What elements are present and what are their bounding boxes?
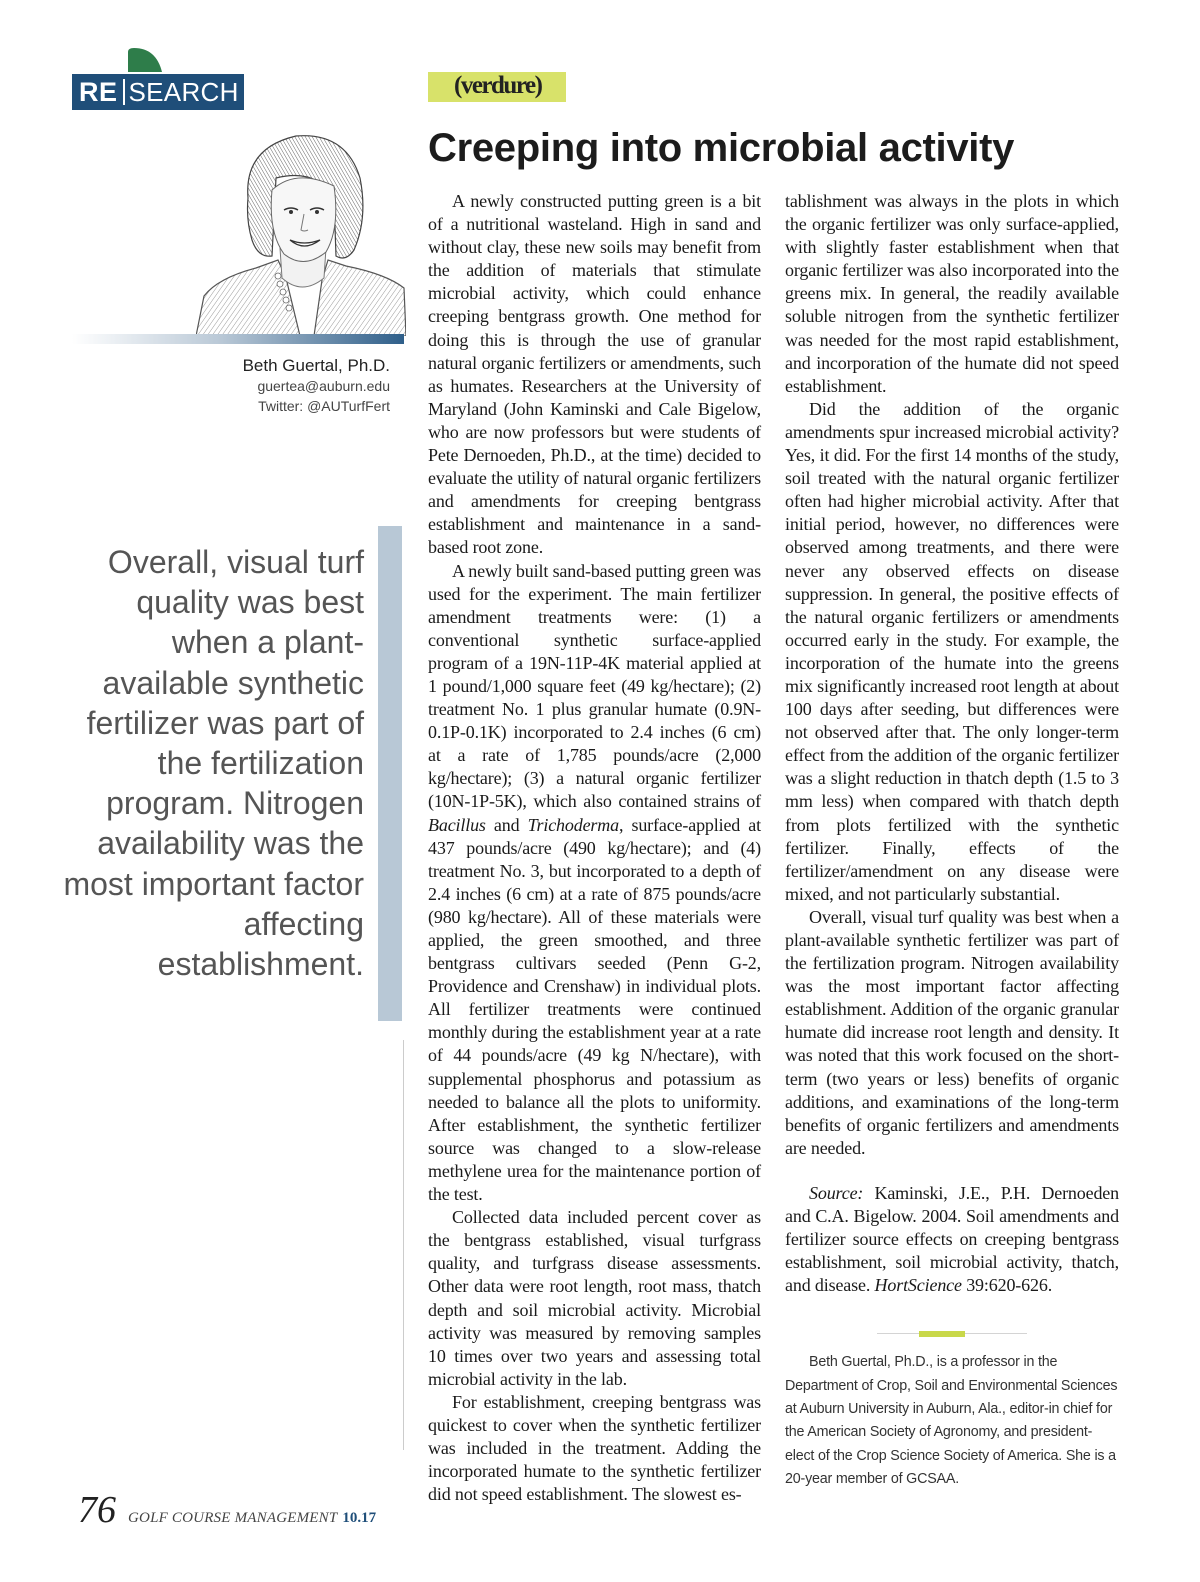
source-label: Source: — [809, 1182, 864, 1203]
paragraph: Did the addition of the organic amendments spur increased microbial activity? Yes, it did. For the first 14 months of the study, soil treated with the natural organic fertilizer often had higher microbial activity. After that initial period, however, no differences were observed among treatments, and there were never any observed effects on disease suppression. In general, the positive effects of the natural organic fertilizers or amendments occurred early in the study. For example, the incorporation of the humate into the greens mix significantly increased root length at about 100 days after seeding, but differences were not observed after that. The only longer-term effect from the addition of the organic fertilizer was a slight reduction in thatch depth (1.5 to 3 mm less) when compared with thatch depth from plots fertilized with the synthetic fertilizer. Finally, effects of the fertilizer/amendment on any disease were mixed, and not particularly substantial. — [785, 398, 1119, 904]
author-portrait — [196, 128, 406, 336]
magazine-title: GOLF COURSE MANAGEMENT — [128, 1510, 338, 1526]
research-leaf-icon — [128, 48, 162, 72]
pull-quote-bar — [378, 526, 402, 1021]
paragraph: Overall, visual turf quality was best when a plant-available synthetic fertilizer was part of the fertilization program. Nitrogen availability was the most important factor affecting establishment. Addition of the organic granular humate did increase root length and density. It was noted that this work focused on the short-term (two years or less) benefits of organic additions, and examinations of the long-term benefits of organic fertilizers and amendments are needed. — [785, 906, 1119, 1158]
paragraph: tablishment was always in the plots in which the organic fertilizer was only surface-applied, with slightly faster establishment when that organic fertilizer was also incorporated into the greens mix. In general, the readily available soluble nitrogen from the synthetic fertilizer was needed for the most rapid establishment, and incorporation of the humate did not speed establishment. — [785, 191, 1119, 396]
paragraph — [428, 560, 761, 1207]
species-name: Bacillus — [428, 814, 486, 835]
paragraph: A newly constructed putting green is a bit of a nutritional wasteland. High in sand and without clay, these new soils may benefit from the addition of materials that stimulate microbial activity, which could enhance creeping bentgrass growth. One method for doing this is through the use of granular natural organic fertilizers or amendments, such as humates. Researchers at the University of Maryland (John Kaminski and Cale Bigelow, who are now professors but were students of Pete Dernoeden, Ph.D., at the time) decided to evaluate the utility of natural organic fertilizers and amendments for creeping bentgrass establishment and maintenance in a sand-based root zone. — [428, 191, 761, 558]
pull-quote: Overall, visual turf quality was best when a plant-available synthetic fertilizer was part of the fertilization program. Nitrogen availability was the most important factor affecting establishment. — [63, 544, 364, 983]
issue-number: 10.17 — [342, 1510, 377, 1526]
author-twitter[interactable]: Twitter: @AUTurfFert — [258, 398, 390, 414]
author-name: Beth Guertal, Ph.D. — [242, 356, 390, 375]
paragraph-text: and — [485, 814, 528, 835]
author-bio: Beth Guertal, Ph.D., is a professor in the Department of Crop, Soil and Environmental Sciences at Auburn University in Auburn, Ala., editor-in chief for the American Society of Agronomy, and president-elect of the Crop Science Society of America. She is a 20-year member of GCSAA. — [785, 1354, 1118, 1487]
page-footer — [78, 1488, 376, 1532]
logo-re-text: RE — [79, 76, 118, 107]
page-number: 76 — [78, 1489, 116, 1531]
research-logo — [72, 74, 244, 110]
paragraph: Collected data included percent cover as the bentgrass established, visual turfgrass quality, and turfgrass disease assessments. Other data were root length, root mass, thatch depth and soil microbial activity. Microbial activity was measured by removing samples 10 times over two years and assessing total microbial activity in the lab. — [428, 1207, 761, 1389]
article-column-left — [428, 190, 761, 1506]
logo-search-text: SEARCH — [128, 76, 239, 107]
article-column-right — [785, 190, 1119, 1491]
column-rule — [403, 1040, 404, 1450]
paragraph-text: , surface-applied at 437 pounds/acre (490 kg/hectare); and (4) treatment No. 3, but incorporated to a depth of 2.4 inches (6 cm) at a rate of 875 pounds/acre (980 kg/hectare). All of these materials were applied, the green smoothed, and three bentgrass cultivars seeded (Penn G-2, Providence and Crenshaw) in individual plots. All fertilizer treatments were continued monthly during the establishment year at a rate of 44 pounds/acre (49 kg N/hectare), with supplemental phosphorus and potassium as needed to balance all the plots to uniformity. After establishment, the synthetic fertilizer source was changed to a slow-release methylene urea for the maintenance portion of the test. — [428, 814, 761, 1205]
portrait-underline — [72, 334, 404, 344]
section-divider — [877, 1331, 1027, 1337]
source-citation — [785, 1182, 1119, 1297]
author-email[interactable]: guertea@auburn.edu — [257, 378, 390, 394]
source-text: Kaminski, J.E., P.H. Dernoeden and C.A. Bigelow. 2004. Soil amendments and fertilizer source effects on creeping bentgrass establishment, soil microbial activity, thatch, and disease. — [785, 1182, 1119, 1296]
paragraph-text: A newly built sand-based putting green was used for the experiment. The main fertilizer amendment treatments were: (1) a conventional synthetic surface-applied program of a 19N-11P-4K material applied at 1 pound/1,000 square feet (49 kg/hectare); (2) treatment No. 1 plus granular humate (0.9N-0.1P-0.1K) incorporated to 2.4 inches (6 cm) at a rate of 1,785 pounds/acre (2,000 kg/hectare); (3) a natural organic fertilizer (10N-1P-5K), which also contained strains of — [428, 560, 761, 812]
divider-accent — [919, 1331, 965, 1337]
article-headline: Creeping into microbial activity — [428, 126, 1015, 170]
species-name: Trichoderma — [527, 814, 619, 835]
source-journal: HortScience — [874, 1275, 962, 1296]
section-tag — [428, 72, 566, 102]
logo-divider — [123, 79, 125, 105]
source-pages: 39:620-626. — [961, 1275, 1053, 1296]
section-tag-label: (verdure) — [454, 72, 542, 99]
paragraph: For establishment, creeping bentgrass was quickest to cover when the synthetic fertilizer was included in the treatment. Adding the incorporated humate to the synthetic fertilizer did not speed establishment. The slowest es- — [428, 1391, 761, 1505]
